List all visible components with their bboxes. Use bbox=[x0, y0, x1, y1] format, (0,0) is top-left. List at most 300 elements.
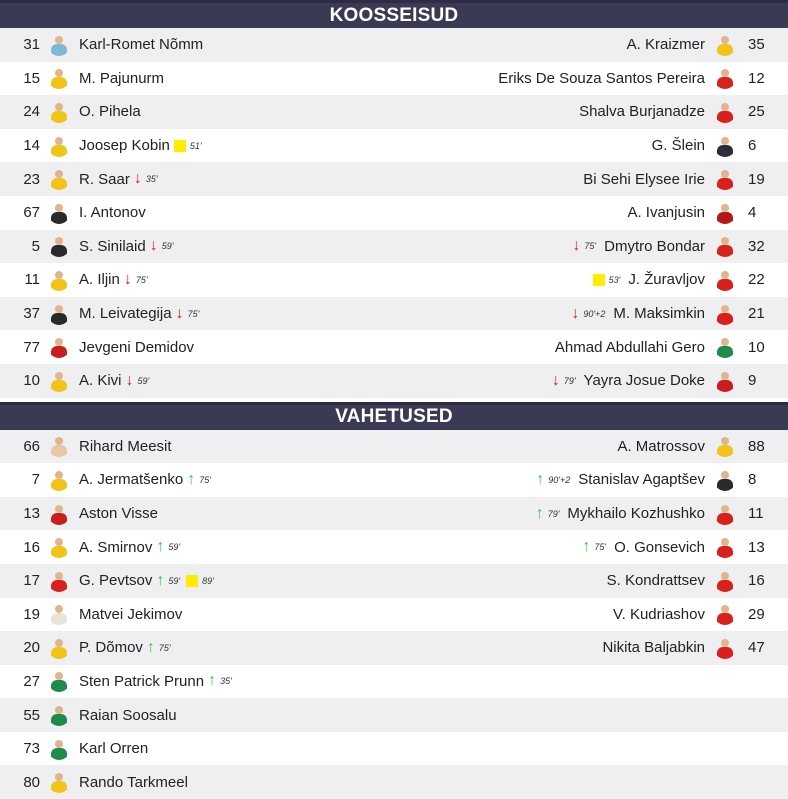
away-player-name[interactable]: Shalva Burjanadze bbox=[579, 103, 705, 121]
event-minute: 75' bbox=[199, 474, 211, 485]
home-player-name[interactable]: Karl-Romet Nõmm bbox=[79, 36, 204, 54]
lineup-row bbox=[0, 162, 788, 196]
away-player[interactable] bbox=[394, 698, 788, 732]
away-number: 29 bbox=[748, 605, 765, 623]
player-avatar bbox=[48, 771, 70, 793]
away-player-name[interactable]: G. Šlein bbox=[651, 137, 705, 155]
head-icon bbox=[55, 170, 63, 178]
player-avatar bbox=[714, 603, 736, 625]
home-player-name[interactable]: A. Jermatšenko bbox=[79, 471, 184, 489]
player-avatar bbox=[48, 603, 70, 625]
away-number: 88 bbox=[748, 437, 765, 455]
player-avatar bbox=[48, 235, 70, 257]
shirt-icon bbox=[51, 714, 67, 726]
shirt-icon bbox=[717, 580, 733, 592]
away-player[interactable] bbox=[394, 765, 788, 799]
away-player[interactable] bbox=[394, 62, 788, 96]
head-icon bbox=[55, 672, 63, 680]
event-sub-out bbox=[150, 238, 176, 254]
lineup-row bbox=[0, 129, 788, 163]
shirt-icon bbox=[717, 44, 733, 56]
away-player[interactable] bbox=[394, 28, 788, 62]
away-player[interactable] bbox=[394, 530, 788, 564]
home-player[interactable] bbox=[0, 62, 394, 96]
player-avatar bbox=[714, 469, 736, 491]
player-avatar bbox=[714, 101, 736, 123]
home-number: 80 bbox=[23, 773, 40, 791]
shirt-icon bbox=[717, 111, 733, 123]
player-avatar bbox=[48, 469, 70, 491]
shirt-icon bbox=[51, 748, 67, 760]
home-player-name[interactable]: P. Dõmov bbox=[79, 639, 143, 657]
player-avatar bbox=[48, 303, 70, 325]
head-icon bbox=[55, 605, 63, 613]
shirt-icon bbox=[51, 346, 67, 358]
head-icon bbox=[55, 505, 63, 513]
away-player[interactable] bbox=[394, 230, 788, 264]
lineup-row bbox=[0, 230, 788, 264]
sub-in-arrow-icon: ↑ bbox=[536, 470, 545, 488]
sub-out-arrow-icon: ↓ bbox=[572, 237, 581, 255]
shirt-icon bbox=[717, 178, 733, 190]
shirt-icon bbox=[51, 445, 67, 457]
home-number: 55 bbox=[23, 706, 40, 724]
sub-in-arrow-icon: ↑ bbox=[208, 672, 217, 690]
event-minute: 89' bbox=[202, 575, 214, 586]
player-avatar bbox=[48, 202, 70, 224]
head-icon bbox=[55, 103, 63, 111]
yellow-card-icon bbox=[186, 575, 198, 587]
home-player-name[interactable]: M. Leivategija bbox=[79, 305, 172, 323]
sub-in-arrow-icon: ↑ bbox=[187, 470, 196, 488]
lineups-list bbox=[0, 28, 788, 398]
away-player-name[interactable]: A. Kraizmer bbox=[626, 36, 705, 54]
player-avatar bbox=[714, 637, 736, 659]
away-number: 19 bbox=[748, 170, 765, 188]
substitutes-header bbox=[0, 402, 788, 430]
shirt-icon bbox=[51, 513, 67, 525]
home-number: 31 bbox=[23, 36, 40, 54]
home-player-name[interactable]: G. Pevtsov bbox=[79, 572, 153, 590]
event-minute: 90'+2 bbox=[548, 474, 571, 485]
player-avatar bbox=[48, 168, 70, 190]
home-player-name[interactable]: A. Smirnov bbox=[79, 538, 153, 556]
sub-in-arrow-icon: ↑ bbox=[535, 504, 544, 522]
home-player[interactable] bbox=[0, 665, 394, 699]
player-avatar bbox=[48, 570, 70, 592]
home-number: 10 bbox=[23, 372, 40, 390]
home-player-name[interactable]: S. Sinilaid bbox=[79, 237, 146, 255]
away-player-name[interactable]: Dmytro Bondar bbox=[604, 237, 705, 255]
lineup-row bbox=[0, 631, 788, 665]
head-icon bbox=[721, 538, 729, 546]
away-player-name[interactable]: A. Matrossov bbox=[617, 437, 705, 455]
event-sub-in bbox=[208, 673, 234, 689]
away-number: 47 bbox=[748, 639, 765, 657]
home-player-name[interactable]: Karl Orren bbox=[79, 740, 149, 758]
head-icon bbox=[721, 204, 729, 212]
away-player-name[interactable]: Eriks De Souza Santos Pereira bbox=[498, 69, 705, 87]
shirt-icon bbox=[717, 647, 733, 659]
event-yellow bbox=[174, 140, 204, 152]
home-player-name[interactable]: Aston Visse bbox=[79, 505, 158, 523]
head-icon bbox=[721, 237, 729, 245]
away-player[interactable] bbox=[394, 665, 788, 699]
away-player[interactable] bbox=[394, 732, 788, 766]
event-minute: 35' bbox=[220, 676, 232, 687]
home-number: 23 bbox=[23, 170, 40, 188]
away-player-name[interactable]: Yayra Josue Doke bbox=[583, 372, 705, 390]
away-player-name[interactable]: Ahmad Abdullahi Gero bbox=[554, 338, 705, 356]
home-player[interactable] bbox=[0, 95, 394, 129]
head-icon bbox=[55, 572, 63, 580]
shirt-icon bbox=[51, 44, 67, 56]
player-avatar bbox=[714, 303, 736, 325]
shirt-icon bbox=[51, 212, 67, 224]
player-avatar bbox=[48, 704, 70, 726]
player-avatar bbox=[714, 370, 736, 392]
shirt-icon bbox=[51, 781, 67, 793]
event-minute: 53' bbox=[608, 274, 621, 285]
event-minute: 59' bbox=[168, 542, 181, 553]
lineup-row bbox=[0, 698, 788, 732]
sub-in-arrow-icon: ↑ bbox=[146, 638, 155, 656]
shirt-icon bbox=[51, 245, 67, 257]
substitutes-list bbox=[0, 430, 788, 799]
yellow-card-icon bbox=[174, 140, 186, 152]
player-avatar bbox=[714, 235, 736, 257]
away-player[interactable] bbox=[394, 95, 788, 129]
event-minute: 75' bbox=[187, 308, 200, 319]
sub-in-arrow-icon: ↑ bbox=[156, 571, 165, 589]
head-icon bbox=[721, 271, 729, 279]
shirt-icon bbox=[51, 145, 67, 157]
home-player[interactable] bbox=[0, 129, 394, 163]
away-number: 16 bbox=[748, 572, 765, 590]
home-number: 17 bbox=[23, 572, 40, 590]
player-avatar bbox=[48, 269, 70, 291]
home-player[interactable] bbox=[0, 297, 394, 331]
head-icon bbox=[721, 639, 729, 647]
home-player-name[interactable]: I. Antonov bbox=[79, 204, 146, 222]
away-number: 35 bbox=[748, 36, 765, 54]
sub-in-arrow-icon: ↑ bbox=[582, 538, 591, 556]
home-player[interactable] bbox=[0, 732, 394, 766]
event-sub-in bbox=[536, 472, 572, 488]
player-avatar bbox=[48, 101, 70, 123]
player-avatar bbox=[714, 269, 736, 291]
away-player[interactable] bbox=[394, 430, 788, 464]
player-avatar bbox=[714, 570, 736, 592]
shirt-icon bbox=[51, 178, 67, 190]
player-avatar bbox=[48, 738, 70, 760]
away-number: 32 bbox=[748, 237, 765, 255]
head-icon bbox=[55, 372, 63, 380]
shirt-icon bbox=[717, 613, 733, 625]
home-player-name[interactable]: Jevgeni Demidov bbox=[79, 338, 195, 356]
player-avatar bbox=[714, 34, 736, 56]
away-player-name[interactable]: J. Žuravljov bbox=[628, 271, 705, 289]
away-player[interactable] bbox=[394, 162, 788, 196]
home-player[interactable] bbox=[0, 162, 394, 196]
lineup-row bbox=[0, 196, 788, 230]
event-yellow bbox=[593, 274, 623, 286]
shirt-icon bbox=[717, 212, 733, 224]
home-number: 77 bbox=[23, 338, 40, 356]
lineup-row bbox=[0, 463, 788, 497]
event-minute: 75' bbox=[158, 642, 171, 653]
player-avatar bbox=[48, 503, 70, 525]
event-minute: 51' bbox=[189, 140, 202, 151]
shirt-icon bbox=[51, 380, 67, 392]
away-player[interactable] bbox=[394, 263, 788, 297]
home-player-name[interactable]: R. Saar bbox=[79, 170, 130, 188]
home-player[interactable] bbox=[0, 28, 394, 62]
home-number: 15 bbox=[23, 69, 40, 87]
event-sub-out bbox=[176, 306, 202, 322]
lineup-row bbox=[0, 530, 788, 564]
head-icon bbox=[721, 471, 729, 479]
lineup-row bbox=[0, 297, 788, 331]
away-number: 22 bbox=[748, 271, 765, 289]
lineup-row bbox=[0, 330, 788, 364]
head-icon bbox=[721, 305, 729, 313]
away-player-name[interactable]: V. Kudriashov bbox=[612, 605, 705, 623]
home-player[interactable] bbox=[0, 330, 394, 364]
away-player[interactable] bbox=[394, 297, 788, 331]
away-number: 11 bbox=[748, 505, 764, 523]
head-icon bbox=[55, 538, 63, 546]
shirt-icon bbox=[717, 479, 733, 491]
sub-out-arrow-icon: ↓ bbox=[175, 304, 184, 322]
event-sub-out bbox=[124, 272, 150, 288]
home-player[interactable] bbox=[0, 530, 394, 564]
event-sub-out bbox=[126, 373, 152, 389]
player-avatar bbox=[714, 168, 736, 190]
event-sub-in bbox=[582, 539, 608, 555]
event-minute: 90'+2 bbox=[583, 308, 606, 319]
lineup-row bbox=[0, 598, 788, 632]
event-minute: 79' bbox=[547, 508, 560, 519]
home-number: 27 bbox=[23, 672, 40, 690]
home-player[interactable] bbox=[0, 196, 394, 230]
away-number: 4 bbox=[748, 204, 757, 222]
home-player[interactable] bbox=[0, 364, 394, 398]
head-icon bbox=[55, 237, 63, 245]
event-minute: 79' bbox=[563, 375, 576, 386]
player-avatar bbox=[714, 435, 736, 457]
away-player-name[interactable]: O. Gonsevich bbox=[614, 538, 705, 556]
sub-out-arrow-icon: ↓ bbox=[571, 304, 580, 322]
sub-in-arrow-icon: ↑ bbox=[156, 538, 165, 556]
home-player[interactable] bbox=[0, 564, 394, 598]
event-sub-out bbox=[134, 171, 160, 187]
head-icon bbox=[55, 773, 63, 781]
away-player-name[interactable]: Nikita Baljabkin bbox=[602, 639, 705, 657]
shirt-icon bbox=[717, 380, 733, 392]
home-player-name[interactable]: Rihard Meesit bbox=[79, 437, 172, 455]
away-player[interactable] bbox=[394, 364, 788, 398]
head-icon bbox=[721, 137, 729, 145]
home-number: 20 bbox=[23, 639, 40, 657]
home-number: 66 bbox=[23, 437, 40, 455]
home-player-name[interactable]: Raian Soosalu bbox=[79, 706, 177, 724]
head-icon bbox=[721, 69, 729, 77]
away-player-name[interactable]: Mykhailo Kozhushko bbox=[567, 505, 705, 523]
away-player[interactable] bbox=[394, 598, 788, 632]
head-icon bbox=[55, 69, 63, 77]
home-player-name[interactable]: Sten Patrick Prunn bbox=[79, 672, 205, 690]
shirt-icon bbox=[717, 313, 733, 325]
shirt-icon bbox=[717, 145, 733, 157]
lineup-row bbox=[0, 564, 788, 598]
shirt-icon bbox=[717, 279, 733, 291]
head-icon bbox=[55, 471, 63, 479]
home-number: 7 bbox=[31, 471, 40, 489]
home-player[interactable] bbox=[0, 698, 394, 732]
lineups-section bbox=[0, 0, 788, 398]
head-icon bbox=[55, 204, 63, 212]
head-icon bbox=[55, 639, 63, 647]
head-icon bbox=[721, 36, 729, 44]
home-player[interactable] bbox=[0, 497, 394, 531]
home-player-name[interactable]: A. Kivi bbox=[79, 372, 122, 390]
lineup-row bbox=[0, 364, 788, 398]
head-icon bbox=[55, 271, 63, 279]
away-number: 8 bbox=[748, 471, 757, 489]
shirt-icon bbox=[51, 479, 67, 491]
shirt-icon bbox=[51, 111, 67, 123]
player-avatar bbox=[714, 135, 736, 157]
lineup-row bbox=[0, 430, 788, 464]
event-minute: 59' bbox=[137, 375, 150, 386]
head-icon bbox=[721, 338, 729, 346]
player-avatar bbox=[48, 336, 70, 358]
away-player[interactable] bbox=[394, 196, 788, 230]
away-player-name[interactable]: Bi Sehi Elysee Irie bbox=[583, 170, 705, 188]
player-avatar bbox=[48, 135, 70, 157]
sub-out-arrow-icon: ↓ bbox=[149, 237, 158, 255]
away-player-name[interactable]: A. Ivanjusin bbox=[627, 204, 705, 222]
sub-out-arrow-icon: ↓ bbox=[123, 270, 132, 288]
shirt-icon bbox=[51, 279, 67, 291]
home-number: 13 bbox=[23, 505, 40, 523]
event-sub-in bbox=[536, 506, 562, 522]
event-minute: 35' bbox=[145, 174, 158, 185]
sub-out-arrow-icon: ↓ bbox=[125, 371, 134, 389]
player-avatar bbox=[48, 435, 70, 457]
shirt-icon bbox=[717, 546, 733, 558]
head-icon bbox=[55, 305, 63, 313]
home-number: 16 bbox=[23, 538, 40, 556]
home-number: 37 bbox=[23, 305, 40, 323]
home-player[interactable] bbox=[0, 765, 394, 799]
home-player-name[interactable]: Rando Tarkmeel bbox=[79, 773, 188, 791]
player-avatar bbox=[48, 370, 70, 392]
shirt-icon bbox=[51, 546, 67, 558]
event-sub-in bbox=[147, 640, 173, 656]
home-player[interactable] bbox=[0, 463, 394, 497]
home-number: 73 bbox=[23, 740, 40, 758]
away-number: 25 bbox=[748, 103, 765, 121]
home-number: 5 bbox=[31, 237, 40, 255]
lineup-row bbox=[0, 28, 788, 62]
away-player[interactable] bbox=[394, 631, 788, 665]
away-player[interactable] bbox=[394, 129, 788, 163]
shirt-icon bbox=[717, 513, 733, 525]
player-avatar bbox=[714, 67, 736, 89]
head-icon bbox=[55, 137, 63, 145]
lineups-header bbox=[0, 0, 788, 28]
home-number: 11 bbox=[24, 271, 40, 289]
home-player[interactable] bbox=[0, 631, 394, 665]
lineup-row bbox=[0, 765, 788, 799]
head-icon bbox=[721, 505, 729, 513]
away-number: 9 bbox=[748, 372, 757, 390]
home-player[interactable] bbox=[0, 230, 394, 264]
substitutes-title: VAHETUSED bbox=[335, 406, 453, 428]
lineup-row bbox=[0, 732, 788, 766]
event-sub-in bbox=[156, 573, 182, 589]
sub-out-arrow-icon: ↓ bbox=[133, 170, 142, 188]
head-icon bbox=[55, 437, 63, 445]
away-player-name[interactable]: Stanislav Agaptšev bbox=[578, 471, 705, 489]
away-player[interactable] bbox=[394, 564, 788, 598]
home-player[interactable] bbox=[0, 263, 394, 297]
head-icon bbox=[721, 437, 729, 445]
away-player[interactable] bbox=[394, 497, 788, 531]
head-icon bbox=[55, 706, 63, 714]
player-avatar bbox=[48, 34, 70, 56]
home-player-name[interactable]: Matvei Jekimov bbox=[79, 605, 183, 623]
home-player[interactable] bbox=[0, 430, 394, 464]
away-player[interactable] bbox=[394, 330, 788, 364]
player-avatar bbox=[714, 336, 736, 358]
shirt-icon bbox=[717, 445, 733, 457]
lineup-row bbox=[0, 665, 788, 699]
lineup-row bbox=[0, 95, 788, 129]
home-player-name[interactable]: O. Pihela bbox=[79, 103, 141, 121]
event-minute: 75' bbox=[584, 241, 597, 252]
away-player-name[interactable]: S. Kondrattsev bbox=[606, 572, 705, 590]
player-avatar bbox=[714, 202, 736, 224]
player-avatar bbox=[48, 637, 70, 659]
lineup-row bbox=[0, 263, 788, 297]
shirt-icon bbox=[51, 680, 67, 692]
player-avatar bbox=[48, 536, 70, 558]
home-player-name[interactable]: A. Iljin bbox=[79, 271, 120, 289]
shirt-icon bbox=[51, 613, 67, 625]
yellow-card-icon bbox=[593, 274, 605, 286]
shirt-icon bbox=[51, 580, 67, 592]
home-player-name[interactable]: M. Pajunurm bbox=[79, 69, 165, 87]
shirt-icon bbox=[717, 346, 733, 358]
away-number: 13 bbox=[748, 538, 765, 556]
head-icon bbox=[55, 36, 63, 44]
player-avatar bbox=[714, 503, 736, 525]
head-icon bbox=[721, 170, 729, 178]
away-player[interactable] bbox=[394, 463, 788, 497]
lineup-row bbox=[0, 497, 788, 531]
head-icon bbox=[721, 372, 729, 380]
home-player[interactable] bbox=[0, 598, 394, 632]
home-number: 24 bbox=[23, 103, 40, 121]
away-player-name[interactable]: M. Maksimkin bbox=[613, 305, 705, 323]
head-icon bbox=[721, 103, 729, 111]
event-minute: 59' bbox=[161, 241, 174, 252]
home-player-name[interactable]: Joosep Kobin bbox=[79, 137, 170, 155]
head-icon bbox=[55, 338, 63, 346]
